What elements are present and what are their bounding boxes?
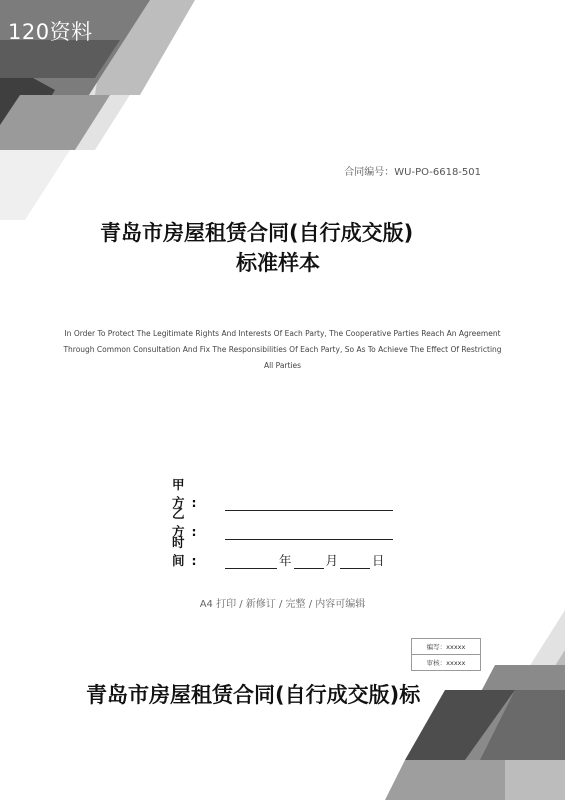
party-a-blank[interactable] <box>225 496 393 511</box>
month-blank[interactable] <box>294 554 324 569</box>
document-title <box>100 218 500 278</box>
brand-logo-text: 120资料 <box>8 20 93 44</box>
document-subtitle: In Order To Protect The Legitimate Rights And Interests Of Each Party, The Cooperative Parties Reach An Agreement Through Common Consultation And Fix The Responsibilities Of Each Party, So As To Achieve The Effect Of Restricting All Parties <box>63 329 502 370</box>
year-blank[interactable] <box>225 554 277 569</box>
party-b-blank[interactable] <box>225 525 393 540</box>
footer-title: 青岛市房屋租赁合同(自行成交版)标 <box>86 683 421 707</box>
party-a-label: 甲 方: <box>172 477 204 510</box>
contract-number: 合同编号：WU-PO-6618-501 <box>344 167 481 178</box>
day-blank[interactable] <box>340 554 370 569</box>
day-unit: 日 <box>372 553 385 568</box>
month-unit: 月 <box>325 553 339 568</box>
reviewer-label: 审核：xxxxx <box>412 654 480 670</box>
year-unit: 年 <box>279 553 292 568</box>
party-b-label: 乙 方: <box>172 506 204 539</box>
date-label: 时 间: <box>172 535 204 568</box>
date-field <box>172 535 393 569</box>
document-title-line1: 青岛市房屋租赁合同(自行成交版) <box>100 221 414 245</box>
review-box <box>411 638 481 671</box>
document-title-line2: 标准样本 <box>236 251 320 275</box>
format-notes: A4 打印 / 新修订 / 完整 / 内容可编辑 <box>199 599 366 610</box>
signature-fields <box>172 477 393 569</box>
editor-label: 编写：xxxxx <box>426 643 466 651</box>
